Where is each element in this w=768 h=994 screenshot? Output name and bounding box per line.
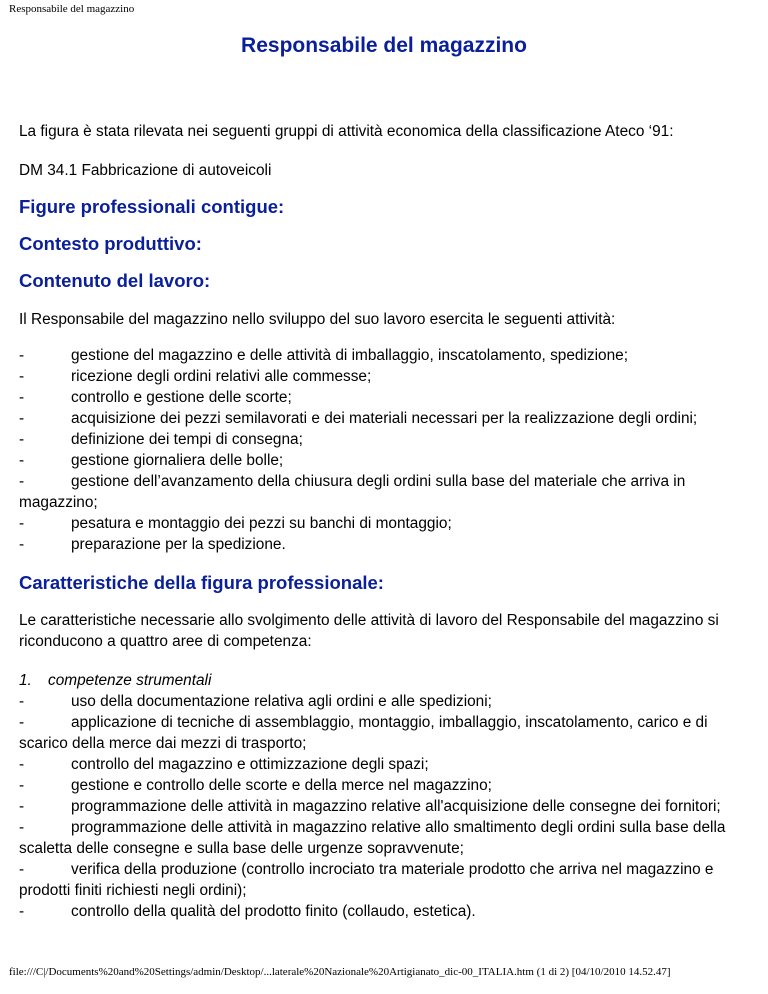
list-bullet: - [19,410,25,427]
list-item-text: controllo della qualità del prodotto finito (collaudo, estetica). [71,903,476,920]
competence-area-label: competenze strumentali [48,672,212,689]
list-item [19,775,749,796]
list-item-text: uso della documentazione relativa agli ordini e alle spedizioni; [71,693,492,710]
list-item-text: ricezione degli ordini relativi alle commesse; [71,368,372,385]
list-bullet: - [19,756,25,773]
list-item-text: preparazione per la spedizione. [71,536,286,553]
heading-contenuto-lavoro: Contenuto del lavoro: [19,270,211,291]
page-footer-path: file:///C|/Documents%20and%20Settings/admin/Desktop/...laterale%20Nazionale%20Artigianato_dic-00_ITALIA.htm (1 di 2) [04/10/2010 14.52.47] [9,966,671,978]
list-item [19,859,749,901]
list-item [19,366,749,387]
list-item-text: definizione dei tempi di consegna; [71,431,303,448]
list-item-text: acquisizione dei pezzi semilavorati e dei materiali necessari per la realizzazione degli ordini; [71,410,698,427]
list-bullet: - [19,347,25,364]
list-bullet: - [19,798,25,815]
heading-figure-contigue: Figure professionali contigue: [19,196,285,217]
intro-paragraph: La figura è stata rilevata nei seguenti gruppi di attività economica della classificazione Ateco ‘91: [19,123,674,140]
list-item [19,429,749,450]
list-item-text: gestione e controllo delle scorte e della merce nel magazzino; [71,777,492,794]
competence-area [19,670,749,922]
list-item [19,387,749,408]
list-item [19,691,749,712]
list-item-text: programmazione delle attività in magazzino relative allo smaltimento degli ordini sulla base della scaletta delle consegne e sulla base delle urgenze sopravvenute; [19,819,726,857]
list-item [19,796,749,817]
heading-caratteristiche: Caratteristiche della figura professionale: [19,572,384,593]
list-item-text: programmazione delle attività in magazzino relative all'acquisizione delle consegne dei fornitori; [71,798,721,815]
list-item-text: gestione giornaliera delle bolle; [71,452,284,469]
list-item-text: verifica della produzione (controllo incrociato tra materiale prodotto che arriva nel magazzino e prodotti finiti richiesti negli ordini); [19,861,714,899]
list-bullet: - [19,368,25,385]
activities-list [19,345,749,555]
competence-area-title [19,670,749,691]
list-item [19,901,749,922]
list-item [19,408,749,429]
list-bullet: - [19,431,25,448]
list-item-text: gestione dell’avanzamento della chiusura degli ordini sulla base del materiale che arriva in magazzino; [19,473,686,511]
list-bullet: - [19,903,25,920]
heading-contesto-produttivo: Contesto produttivo: [19,233,202,254]
list-item [19,513,749,534]
list-bullet: - [19,452,25,469]
caratteristiche-intro: Le caratteristiche necessarie allo svolgimento delle attività di lavoro del Responsabile del magazzino si riconducono a quattro aree di competenza: [19,612,719,650]
list-bullet: - [19,473,25,490]
list-bullet: - [19,714,25,731]
list-item [19,471,749,513]
list-item [19,817,749,859]
list-bullet: - [19,819,25,836]
list-item-text: pesatura e montaggio dei pezzi su banchi di montaggio; [71,515,452,532]
list-item-text: controllo del magazzino e ottimizzazione degli spazi; [71,756,429,773]
list-bullet: - [19,536,25,553]
list-item-text: gestione del magazzino e delle attività di imballaggio, inscatolamento, spedizione; [71,347,628,364]
list-bullet: - [19,777,25,794]
list-bullet: - [19,515,25,532]
list-item [19,450,749,471]
document-title: Responsabile del magazzino [241,34,527,57]
contenuto-intro: Il Responsabile del magazzino nello sviluppo del suo lavoro esercita le seguenti attività: [19,311,616,328]
list-bullet: - [19,389,25,406]
list-item-text: applicazione di tecniche di assemblaggio, montaggio, imballaggio, inscatolamento, carico e di scarico della merce dai mezzi di trasporto; [19,714,708,752]
sector-line: DM 34.1 Fabbricazione di autoveicoli [19,162,272,179]
list-item [19,534,749,555]
running-header: Responsabile del magazzino [9,3,135,15]
list-item [19,345,749,366]
list-item [19,712,749,754]
list-item-text: controllo e gestione delle scorte; [71,389,292,406]
list-item [19,754,749,775]
document-body [19,121,749,922]
list-bullet: - [19,693,25,710]
list-bullet: - [19,861,25,878]
competence-area-number: 1. [19,672,32,689]
